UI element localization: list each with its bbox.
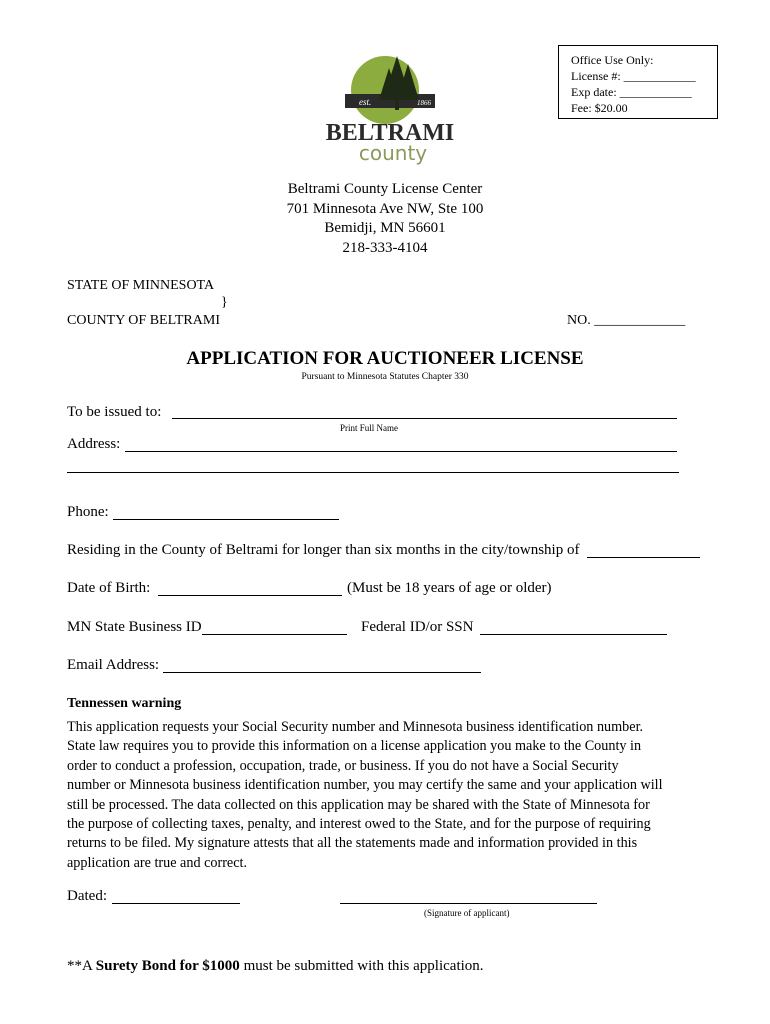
tennessen-line: State law requires you to provide this information on a license application you make to the County in bbox=[67, 738, 642, 755]
email-label: Email Address: bbox=[67, 657, 160, 673]
dob-field[interactable] bbox=[158, 595, 342, 596]
logo-name-text: BELTRAMI bbox=[325, 120, 455, 146]
phone-field[interactable] bbox=[113, 519, 339, 520]
logo-county-text: county bbox=[358, 141, 428, 165]
logo-est-text: est. bbox=[359, 97, 372, 107]
surety-bond-note bbox=[67, 958, 484, 975]
residing-label: Residing in the County of Beltrami for longer than six months in the city/township of bbox=[67, 542, 580, 558]
mn-business-id-label: MN State Business ID bbox=[67, 619, 202, 635]
tennessen-heading: Tennessen warning bbox=[67, 696, 182, 711]
tennessen-line: number or Minnesota business identification number, you may certify the same and your application will bbox=[67, 777, 663, 794]
federal-id-field[interactable] bbox=[480, 634, 667, 635]
address-line-4: 218-333-4104 bbox=[342, 239, 428, 256]
venue-state: STATE OF MINNESOTA bbox=[67, 278, 215, 293]
office-use-title: Office Use Only: bbox=[571, 53, 654, 67]
bond-amount: Surety Bond for $1000 bbox=[95, 958, 240, 974]
form-subtitle: Pursuant to Minnesota Statutes Chapter 330 bbox=[301, 372, 469, 382]
dated-label: Dated: bbox=[67, 888, 107, 904]
mn-business-id-field[interactable] bbox=[202, 634, 347, 635]
venue-brace: } bbox=[221, 295, 228, 310]
bond-prefix: **A bbox=[67, 958, 96, 974]
address-field-line-2[interactable] bbox=[67, 472, 679, 473]
issued-to-label: To be issued to: bbox=[67, 404, 162, 420]
dob-label: Date of Birth: bbox=[67, 580, 151, 596]
tennessen-line: application are true and correct. bbox=[67, 854, 248, 871]
address-line-1: Beltrami County License Center bbox=[287, 181, 483, 197]
form-title: APPLICATION FOR AUCTIONEER LICENSE bbox=[186, 348, 584, 369]
address-line-2: 701 Minnesota Ave NW, Ste 100 bbox=[286, 200, 484, 217]
address-field-line-1[interactable] bbox=[125, 451, 677, 452]
email-field[interactable] bbox=[163, 672, 481, 673]
office-exp-date: Exp date: ____________ bbox=[571, 85, 692, 99]
beltrami-county-logo bbox=[305, 50, 475, 168]
tennessen-paragraph bbox=[67, 718, 717, 873]
tennessen-line: still be processed. The data collected on this application may be shared with the State of Minnesota for bbox=[67, 796, 650, 813]
federal-id-label: Federal ID/or SSN bbox=[361, 619, 474, 635]
office-use-box bbox=[558, 45, 718, 119]
township-field[interactable] bbox=[587, 557, 700, 558]
tennessen-line: order to conduct a profession, occupation, trade, or business. If you do not have a Social Security bbox=[67, 757, 619, 774]
office-license: License #: ____________ bbox=[571, 69, 696, 83]
logo-year-text: 1866 bbox=[417, 99, 431, 107]
tennessen-line: the purpose of collecting taxes, penalty, and interest owed to the State, and for the purpose of requiring bbox=[67, 816, 651, 833]
bond-suffix: must be submitted with this application. bbox=[239, 958, 484, 974]
signature-caption: (Signature of applicant) bbox=[424, 908, 510, 918]
tennessen-line: returns to be filed. My signature attests that all the statements made and information provided in this bbox=[67, 835, 638, 852]
venue-county: COUNTY OF BELTRAMI bbox=[67, 313, 220, 328]
phone-label: Phone: bbox=[67, 504, 109, 520]
address-label: Address: bbox=[67, 436, 121, 452]
license-center-address bbox=[0, 180, 770, 258]
dob-note: (Must be 18 years of age or older) bbox=[347, 580, 552, 596]
dated-field[interactable] bbox=[112, 903, 240, 904]
signature-field[interactable] bbox=[340, 903, 597, 904]
issued-to-field[interactable] bbox=[172, 418, 677, 419]
office-fee: Fee: $20.00 bbox=[571, 101, 628, 115]
venue-number: NO. _____________ bbox=[567, 313, 686, 328]
tennessen-line: This application requests your Social Security number and Minnesota business identification number. bbox=[67, 719, 644, 735]
print-name-caption: Print Full Name bbox=[340, 423, 398, 433]
address-line-3: Bemidji, MN 56601 bbox=[324, 220, 446, 236]
